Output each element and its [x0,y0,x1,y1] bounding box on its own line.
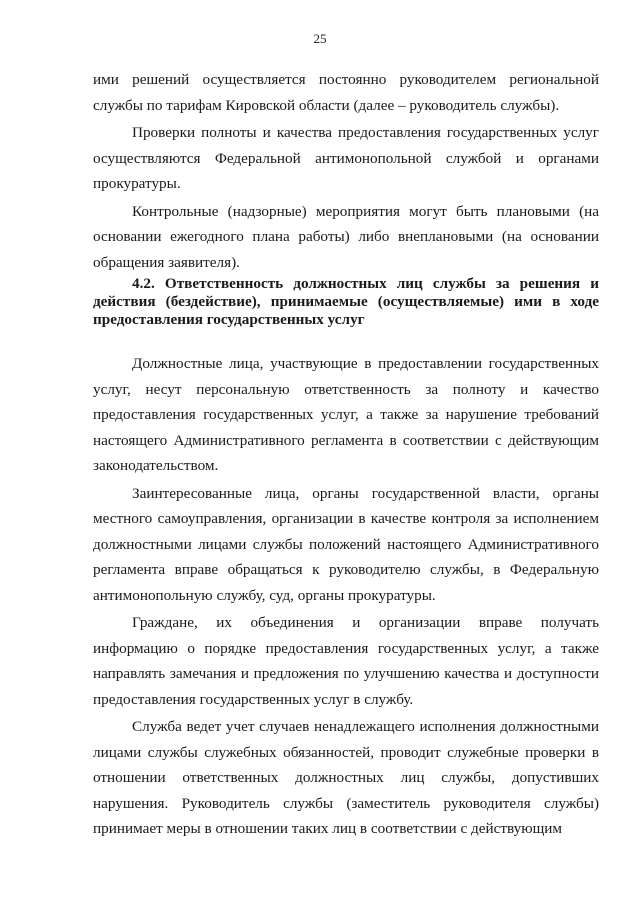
section-heading: 4.2. Ответственность должностных лиц службы за решения и действия (бездействие), принимаемые (осуществляемые) ими в ходе предоставления государственных услуг [93,275,599,328]
paragraph-continuation: ими решений осуществляется постоянно руководителем региональной службы по тарифам Кировской области (далее – руководитель службы). [93,71,599,114]
paragraph-control-measures: Контрольные (надзорные) мероприятия могут быть плановыми (на основании ежегодного плана работы) либо внеплановыми (на основании обращения заявителя). [93,202,599,271]
page-number: 25 [313,31,327,46]
paragraph-service-records: Служба ведет учет случаев ненадлежащего исполнения должностными лицами службы служебных обязанностей, проводит служебные проверки в отношении ответственных должностных лиц службы, допустивших нарушения. Руководитель службы (заместитель руководителя службы) принимает меры в отношении таких лиц в соответствии с действующим [93,718,599,837]
paragraph-inspections: Проверки полноты и качества предоставления государственных услуг осуществляются Федеральной антимонопольной службой и органами прокуратуры. [93,124,599,192]
paragraph-officials-responsibility: Должностные лица, участвующие в предоставлении государственных услуг, несут персональную ответственность за полноту и качество предоставления государственных услуг, а также за нарушение требований настоящего Административного регламента в соответствии с действующим законодательством. [93,355,599,474]
paragraph-interested-parties: Заинтересованные лица, органы государственной власти, органы местного самоуправления, организации в качестве контроля за исполнением должностными лицами службы положений настоящего Административного регламента вправе обращаться к руководителю службы, в Федеральную антимонопольную службу, суд, органы прокуратуры. [93,484,599,604]
paragraph-citizens: Граждане, их объединения и организации вправе получать информацию о порядке предоставления государственных услуг, а также направлять замечания и предложения по улучшению качества и доступности предоставления государственных услуг в службу. [93,614,599,708]
document-body [93,67,599,842]
